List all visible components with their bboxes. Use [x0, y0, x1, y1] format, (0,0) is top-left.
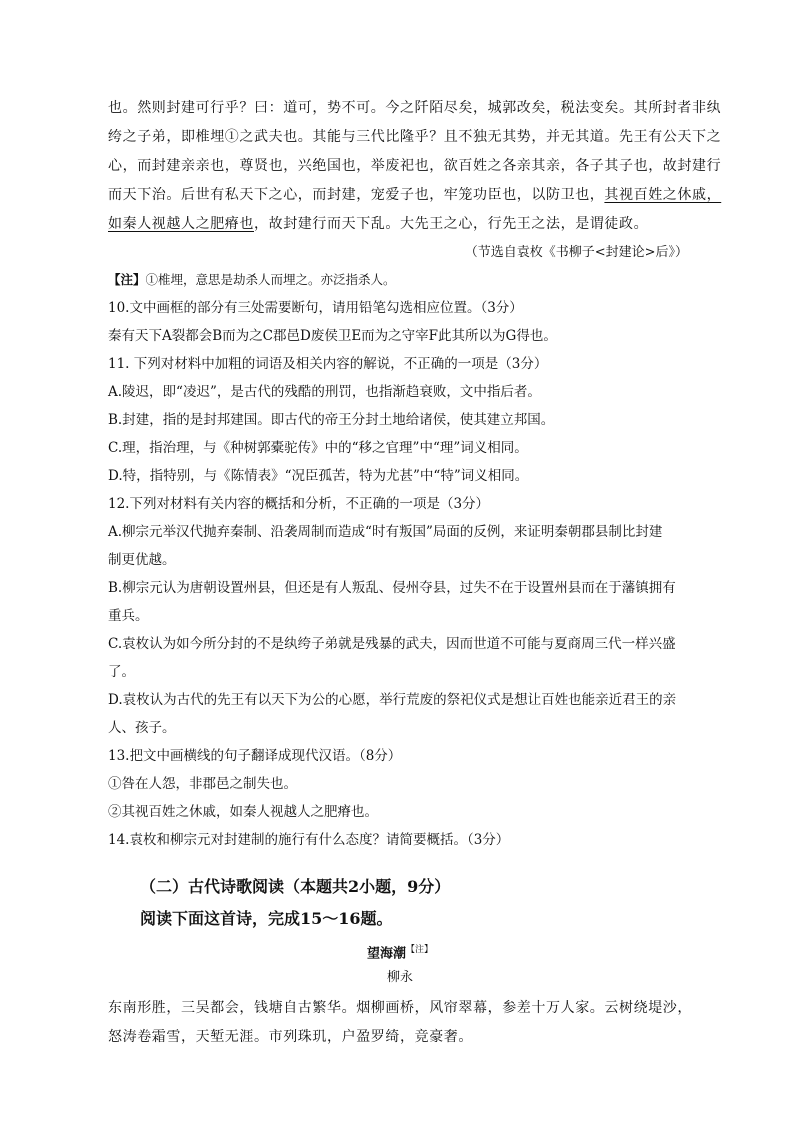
passage-source: （节选自袁枚《书柳子<封建论>后》）	[464, 245, 688, 260]
passage-line-5	[108, 214, 708, 234]
poem-title	[0, 940, 800, 964]
section-2-instruction: 阅读下面这首诗，完成15～16题。	[140, 909, 393, 928]
annotation-note	[108, 270, 708, 290]
question-12-option-b: B.柳宗元认为唐朝设置州县，但还是有人叛乱、侵州夺县，过失不在于设置州县而在于藩镇拥有	[108, 580, 676, 596]
passage-line-3: 心，而封建亲亲也，尊贤也，兴绝国也，举废祀也，欲百姓之各亲其亲，各子其子也，故封建行	[108, 158, 722, 174]
underlined-sentence-part-2: 如秦人视越人之肥瘠也	[108, 216, 254, 232]
question-10: 10.文中画框的部分有三处需要断句，请用铅笔勾选相应位置。（3分）	[108, 300, 523, 316]
poem-title-text: 望海潮	[366, 946, 406, 962]
poem-line-1: 东南形胜，三吴都会，钱塘自古繁华。烟柳画桥，风帘翠幕，参差十万人家。云树绕堤沙，	[108, 1000, 692, 1016]
poem-title-note: 【注】	[406, 945, 434, 955]
question-14: 14.袁枚和柳宗元对封建制的施行有什么态度？请简要概括。（3分）	[108, 832, 510, 848]
poem-author: 柳永	[386, 970, 413, 985]
note-label: 【注】	[108, 272, 146, 287]
question-12-option-d-cont: 人、孩子。	[108, 720, 176, 736]
passage-line-1: 也。然则封建可行乎？曰：道可，势不可。今之阡陌尽矣，城郭改矣，税法变矣。其所封者非纨	[108, 100, 722, 116]
question-12-option-a: A.柳宗元举汉代抛弃秦制、沿袭周制而造成“时有叛国”局面的反例，来证明秦朝郡县制比封建	[108, 524, 663, 540]
question-11-option-c: C.理，指治理，与《种树郭橐驼传》中的“移之官理”中“理”词义相同。	[108, 440, 528, 456]
question-10-sentence: 秦有天下A裂都会B而为之C郡邑D废侯卫E而为之守宰F此其所以为G得也。	[108, 328, 557, 344]
underlined-sentence-part-1: 其视百姓之休戚，	[604, 187, 722, 203]
question-11-option-b: B.封建，指的是封邦建国。即古代的帝王分封土地给诸侯，使其建立邦国。	[108, 412, 555, 428]
question-12: 12.下列对材料有关内容的概括和分析，不正确的一项是（3分）	[108, 496, 490, 512]
question-12-option-c: C.袁枚认为如今所分封的不是纨绔子弟就是残暴的武夫，因而世道不可能与夏商周三代一样兴盛	[108, 636, 676, 652]
question-13-sentence-1: ①咎在人怨，非郡邑之制失也。	[108, 776, 297, 792]
passage-line-4-text: 而天下治。后世有私天下之心，而封建，宠爱子也，牢笼功臣也，以防卫也，	[108, 187, 605, 203]
passage-line-2: 绔之子弟，即椎埋①之武夫也。其能与三代比隆乎？且不独无其势，并无其道。先王有公天下之	[108, 129, 722, 145]
section-2-title: （二）古代诗歌阅读（本题共2小题，9分）	[140, 877, 451, 896]
question-12-option-b-cont: 重兵。	[108, 608, 149, 624]
question-11: 11. 下列对材料中加粗的词语及相关内容的解说，不正确的一项是（3分）	[108, 356, 548, 372]
question-12-option-a-cont: 制更优越。	[108, 552, 176, 568]
question-12-option-d: D.袁枚认为古代的先王有以天下为公的心愿，举行荒废的祭祀仪式是想让百姓也能亲近君王的亲	[108, 692, 677, 708]
passage-line-4	[108, 185, 722, 205]
passage-line-5-text: ，故封建行而天下乱。大先王之心，行先王之法，是谓徒政。	[254, 216, 649, 232]
question-13: 13.把文中画横线的句子翻译成现代汉语。（8分）	[108, 748, 402, 764]
poem-line-2: 怒涛卷霜雪，天堑无涯。市列珠玑，户盈罗绮，竞豪奢。	[108, 1029, 473, 1045]
question-13-sentence-2: ②其视百姓之休戚，如秦人视越人之肥瘠也。	[108, 804, 378, 820]
question-11-option-d: D.特，指特别，与《陈情表》“况臣孤苦，特为尤甚”中“特”词义相同。	[108, 468, 529, 484]
note-text: ①椎埋，意思是劫杀人而埋之。亦泛指杀人。	[145, 272, 396, 287]
question-12-option-c-cont: 了。	[108, 664, 135, 680]
question-11-option-a: A.陵迟，即“凌迟”，是古代的残酷的刑罚，也指渐趋衰败，文中指后者。	[108, 384, 541, 400]
